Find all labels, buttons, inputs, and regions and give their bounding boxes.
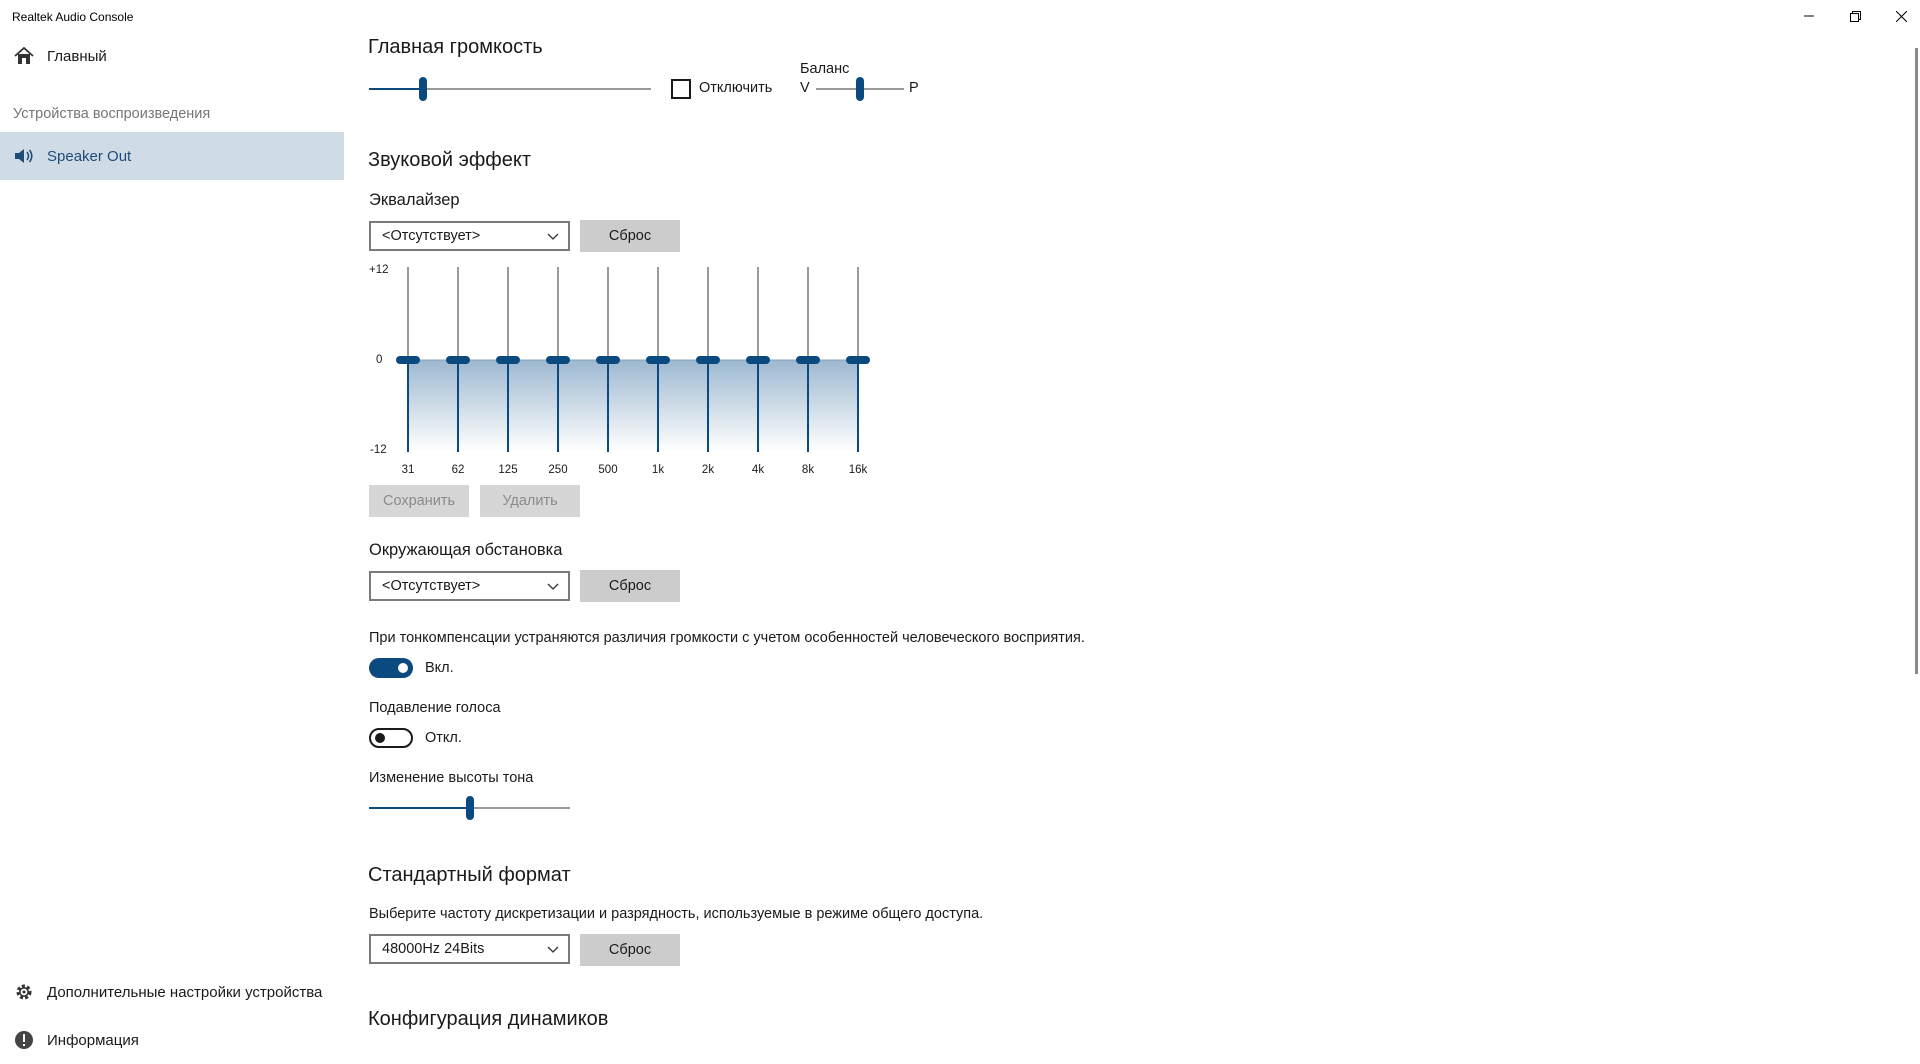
sidebar-item-label: Speaker Out xyxy=(47,147,132,165)
mute-checkbox[interactable] xyxy=(671,79,691,99)
loudness-toggle[interactable] xyxy=(369,658,413,678)
eq-band-label: 16k xyxy=(848,464,868,476)
sidebar-item-home[interactable] xyxy=(0,32,344,80)
dropdown-value: <Отсутствует> xyxy=(382,228,481,244)
eq-scale-bottom: -12 xyxy=(370,444,387,456)
close-button[interactable] xyxy=(1878,0,1920,32)
balance-label: Баланс xyxy=(800,61,850,77)
default-format-dropdown[interactable] xyxy=(369,934,570,964)
equalizer-delete-button[interactable]: Удалить xyxy=(480,485,580,517)
eq-band-thumb-500[interactable] xyxy=(596,356,620,364)
default-format-description: Выберите частоту дискретизации и разрядность, используемые в режиме общего доступа. xyxy=(369,906,984,922)
voice-cancel-title: Подавление голоса xyxy=(369,700,501,716)
slider-fill xyxy=(369,807,470,809)
master-volume-title: Главная громкость xyxy=(368,36,543,58)
close-icon xyxy=(1896,11,1907,22)
voice-cancel-toggle[interactable] xyxy=(369,728,413,748)
eq-band-thumb-62[interactable] xyxy=(446,356,470,364)
eq-band-label: 62 xyxy=(451,464,465,476)
equalizer-save-button[interactable]: Сохранить xyxy=(369,485,469,517)
sidebar-item-info[interactable] xyxy=(0,1016,344,1064)
toggle-knob xyxy=(375,733,385,743)
eq-band-thumb-2k[interactable] xyxy=(696,356,720,364)
slider-thumb[interactable] xyxy=(466,796,474,820)
slider-fill xyxy=(369,88,423,90)
eq-band-label: 2k xyxy=(701,464,715,476)
equalizer-title: Эквалайзер xyxy=(369,191,460,209)
minimize-button[interactable] xyxy=(1786,0,1832,32)
loudness-state-label: Вкл. xyxy=(425,660,454,676)
restore-button[interactable] xyxy=(1832,0,1878,32)
app-title: Realtek Audio Console xyxy=(12,10,134,24)
speaker-icon xyxy=(13,145,35,167)
minimize-icon xyxy=(1804,11,1814,21)
sidebar-section-title: Устройства воспроизведения xyxy=(13,106,211,122)
equalizer-bands xyxy=(368,262,880,484)
sound-effect-title: Звуковой эффект xyxy=(368,149,531,171)
sidebar-item-speaker-out[interactable] xyxy=(0,132,344,180)
eq-band-thumb-1k[interactable] xyxy=(646,356,670,364)
eq-band-label: 1k xyxy=(651,464,665,476)
sidebar-item-label: Информация xyxy=(47,1031,139,1049)
balance-slider[interactable] xyxy=(816,76,904,102)
eq-band-label: 4k xyxy=(751,464,765,476)
default-format-reset-button[interactable]: Сброс xyxy=(580,934,680,966)
equalizer-preset-dropdown[interactable] xyxy=(369,221,570,251)
dropdown-value: 48000Hz 24Bits xyxy=(382,941,485,957)
chevron-down-icon xyxy=(546,942,560,956)
eq-band-label: 125 xyxy=(498,464,518,476)
eq-band-thumb-125[interactable] xyxy=(496,356,520,364)
eq-scale-zero: 0 xyxy=(376,354,383,366)
slider-thumb[interactable] xyxy=(419,77,427,101)
toggle-knob xyxy=(398,663,408,673)
eq-band-label: 500 xyxy=(598,464,618,476)
sidebar-item-label: Главный xyxy=(47,47,107,65)
chevron-down-icon xyxy=(546,229,560,243)
scrollbar[interactable] xyxy=(1915,48,1918,674)
eq-band-label: 250 xyxy=(548,464,568,476)
eq-band-thumb-250[interactable] xyxy=(546,356,570,364)
eq-band-thumb-4k[interactable] xyxy=(746,356,770,364)
environment-reset-button[interactable]: Сброс xyxy=(580,570,680,602)
eq-band-thumb-8k[interactable] xyxy=(796,356,820,364)
speaker-config-title: Конфигурация динамиков xyxy=(368,1008,609,1030)
eq-response-fill xyxy=(408,360,858,452)
voice-cancel-state-label: Откл. xyxy=(425,730,462,746)
eq-band-label: 8k xyxy=(801,464,815,476)
environment-preset-dropdown[interactable] xyxy=(369,571,570,601)
pitch-title: Изменение высоты тона xyxy=(369,770,534,786)
eq-band-thumb-31[interactable] xyxy=(396,356,420,364)
eq-scale-top: +12 xyxy=(369,264,389,276)
environment-title: Окружающая обстановка xyxy=(369,541,563,559)
pitch-slider[interactable] xyxy=(369,795,570,821)
eq-band-thumb-16k[interactable] xyxy=(846,356,870,364)
dropdown-value: <Отсутствует> xyxy=(382,578,481,594)
eq-band-label: 31 xyxy=(401,464,415,476)
loudness-description: При тонкомпенсации устраняются различия громкости с учетом особенностей человеческого восприятия. xyxy=(369,630,1085,646)
sidebar-item-advanced-settings[interactable] xyxy=(0,968,344,1016)
info-icon xyxy=(13,1029,35,1051)
sidebar-item-label: Дополнительные настройки устройства xyxy=(47,983,323,1001)
sidebar xyxy=(0,32,344,1049)
restore-icon xyxy=(1850,11,1861,22)
slider-thumb[interactable] xyxy=(856,77,864,101)
balance-right-label: P xyxy=(909,80,919,96)
equalizer-graph xyxy=(368,262,880,484)
balance-left-label: V xyxy=(800,80,810,96)
gear-icon xyxy=(13,981,35,1003)
default-format-title: Стандартный формат xyxy=(368,864,571,886)
chevron-down-icon xyxy=(546,579,560,593)
master-volume-slider[interactable] xyxy=(369,76,651,102)
mute-label: Отключить xyxy=(699,80,773,96)
home-icon xyxy=(13,45,35,67)
equalizer-reset-button[interactable]: Сброс xyxy=(580,220,680,252)
